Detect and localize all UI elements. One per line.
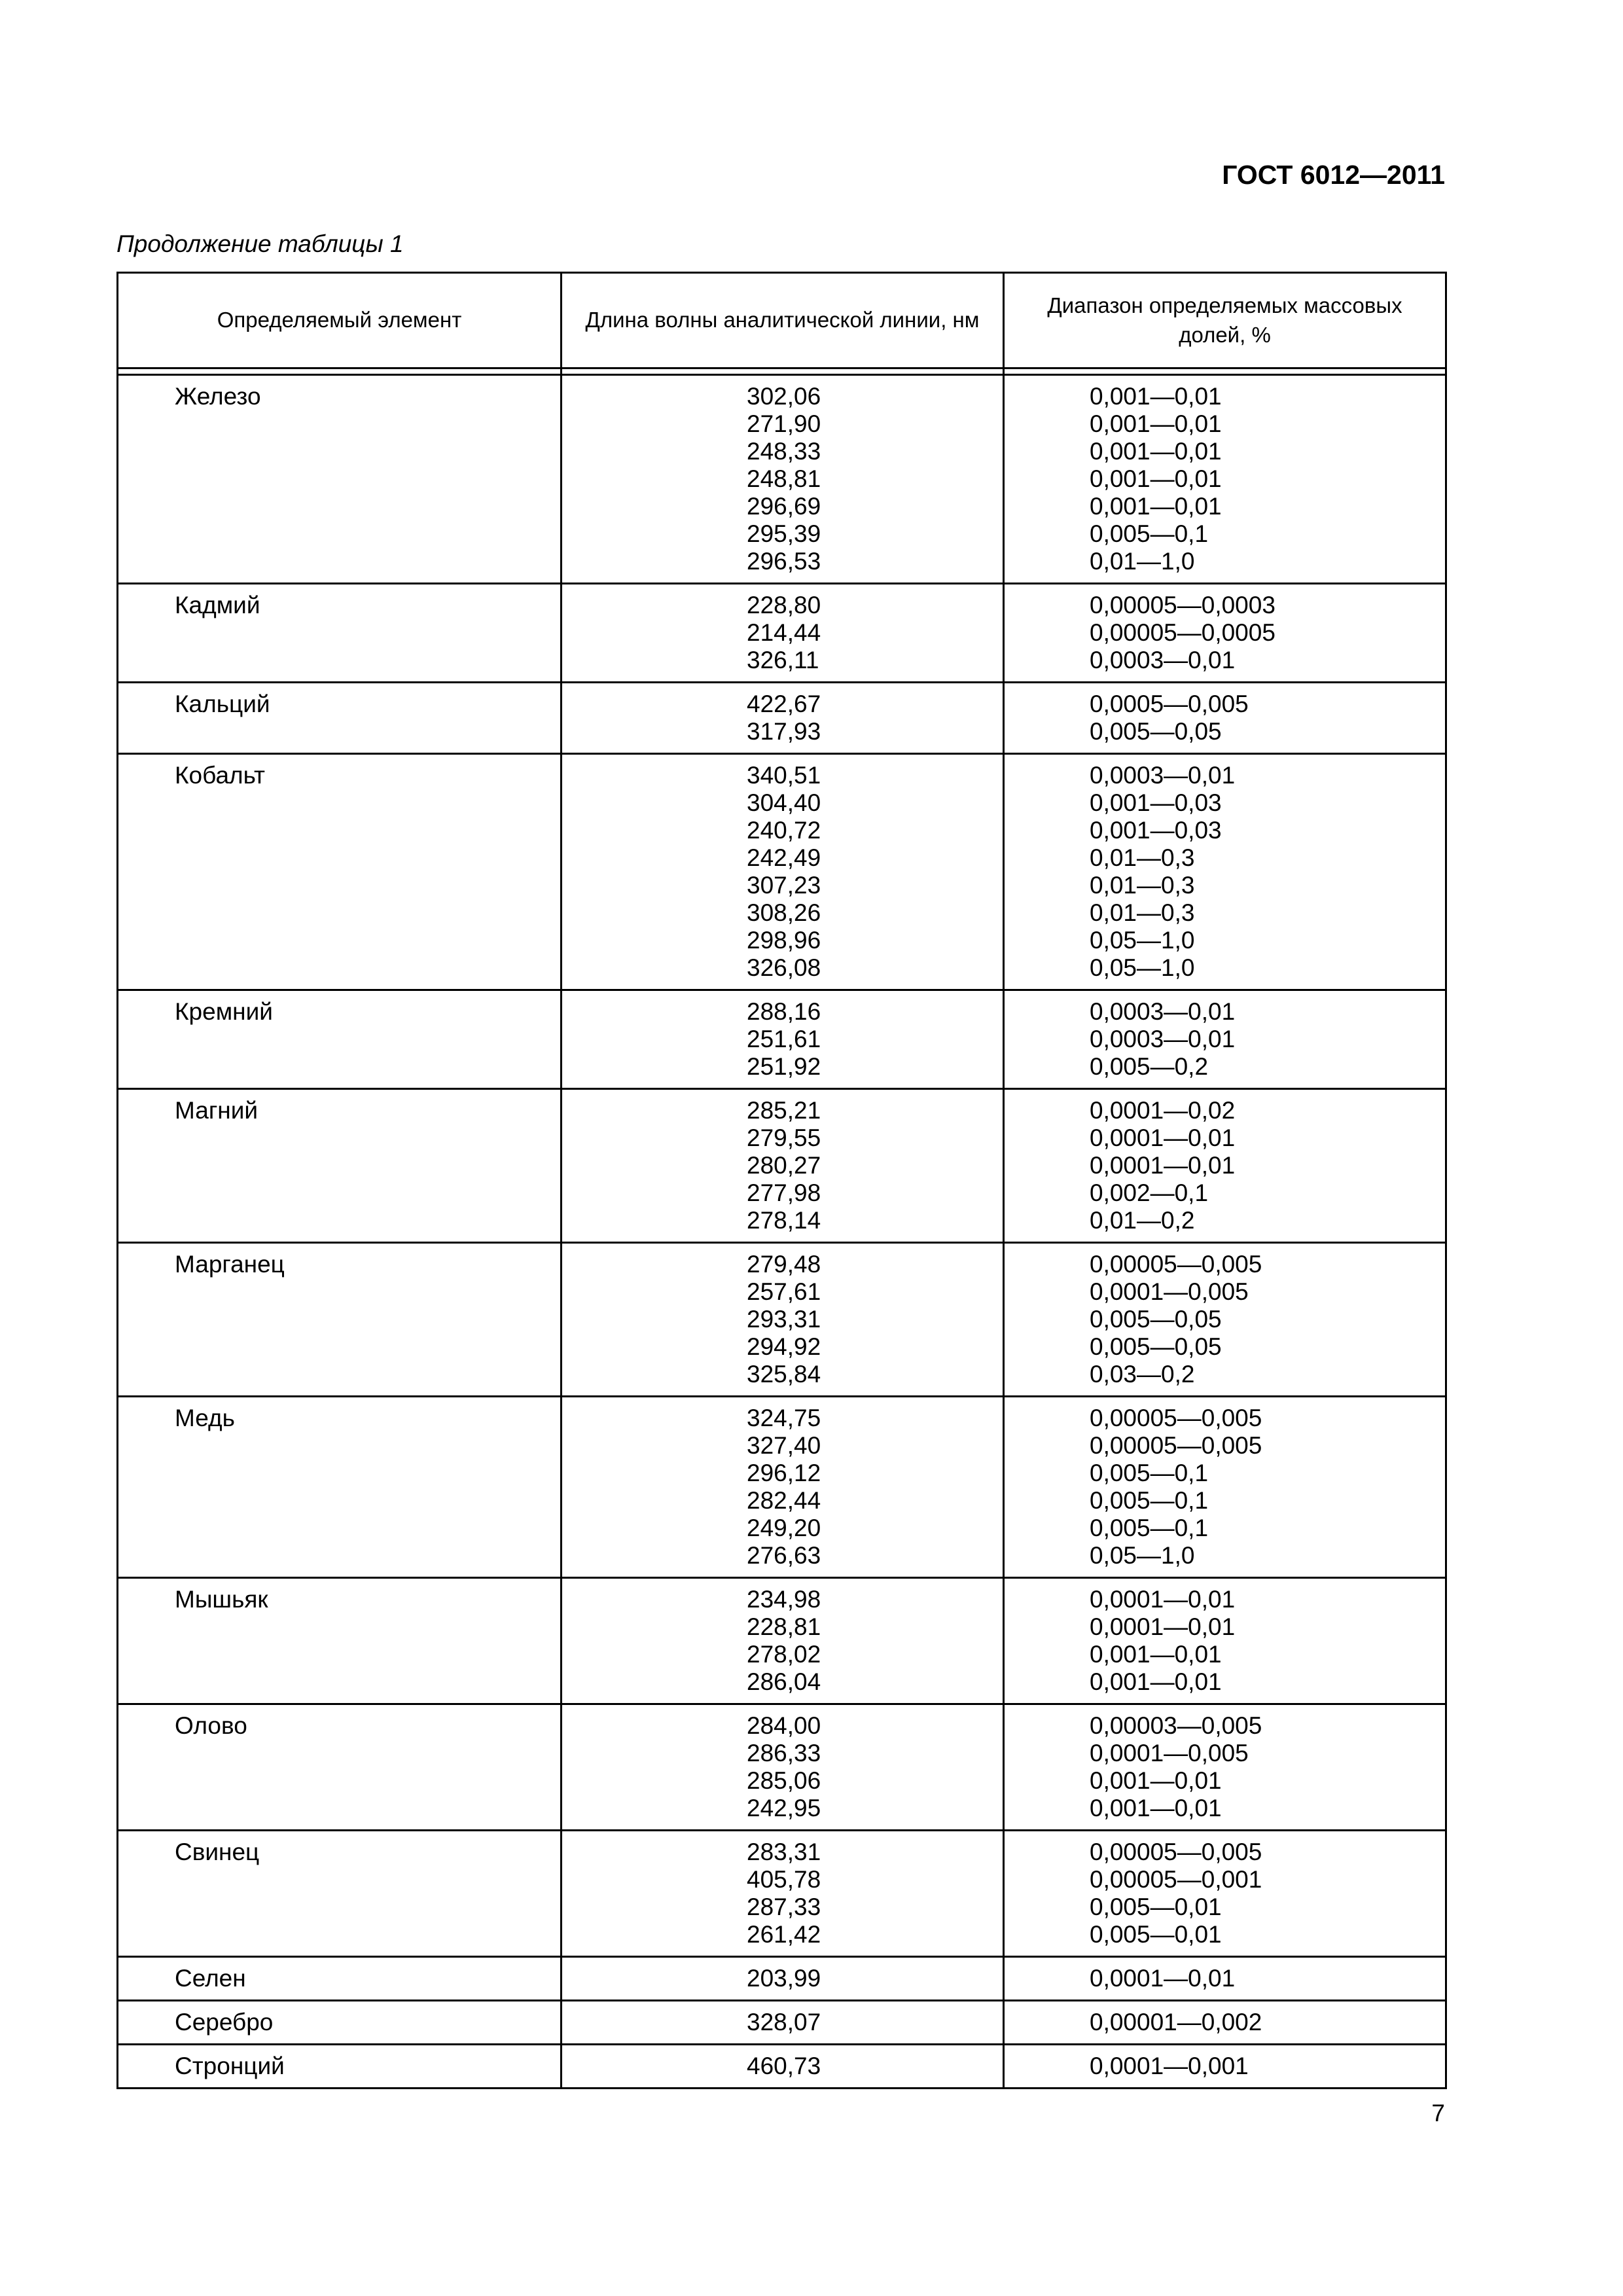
range-value: 0,001—0,03 — [1090, 789, 1222, 816]
range-value: 0,0003—0,01 — [1090, 998, 1236, 1025]
wavelength-value: 228,81 — [747, 1613, 821, 1640]
range-value: 0,001—0,01 — [1090, 438, 1222, 465]
wavelength-cell — [562, 1397, 1004, 1578]
range-value: 0,01—1,0 — [1090, 548, 1195, 575]
element-cell: Медь — [118, 1397, 562, 1578]
wavelength-value: 251,61 — [747, 1026, 821, 1052]
element-cell: Железо — [118, 375, 562, 584]
range-value: 0,0005—0,005 — [1090, 691, 1249, 717]
range-value: 0,05—1,0 — [1090, 954, 1195, 981]
elements-table — [116, 272, 1447, 2089]
element-cell: Селен — [118, 1957, 562, 2001]
wavelength-value: 302,06 — [747, 383, 821, 410]
wavelength-value: 288,16 — [747, 998, 821, 1025]
wavelength-cell — [562, 683, 1004, 754]
wavelength-value: 325,84 — [747, 1361, 821, 1388]
column-header-range: Диапазон определяемых массовых долей, % — [1004, 273, 1446, 368]
range-value: 0,005—0,01 — [1090, 1893, 1222, 1920]
range-value: 0,0003—0,01 — [1090, 647, 1236, 673]
wavelength-value: 203,99 — [747, 1965, 821, 1992]
range-value: 0,00003—0,005 — [1090, 1712, 1262, 1739]
range-value: 0,0003—0,01 — [1090, 1026, 1236, 1052]
wavelength-value: 327,40 — [747, 1432, 821, 1459]
range-cell — [1004, 1831, 1446, 1957]
column-header-wavelength: Длина волны аналитической линии, нм — [562, 273, 1004, 368]
range-value: 0,00005—0,005 — [1090, 1405, 1262, 1431]
wavelength-value: 214,44 — [747, 619, 821, 646]
wavelength-value: 296,12 — [747, 1460, 821, 1486]
element-cell: Кремний — [118, 990, 562, 1089]
wavelength-value: 326,08 — [747, 954, 821, 981]
wavelength-cell — [562, 1831, 1004, 1957]
range-value: 0,00005—0,0003 — [1090, 592, 1275, 619]
range-value: 0,001—0,01 — [1090, 493, 1222, 520]
range-cell — [1004, 990, 1446, 1089]
wavelength-value: 257,61 — [747, 1278, 821, 1305]
range-value: 0,005—0,1 — [1090, 1487, 1209, 1514]
range-value: 0,005—0,05 — [1090, 1306, 1222, 1333]
wavelength-value: 284,00 — [747, 1712, 821, 1739]
wavelength-value: 271,90 — [747, 410, 821, 437]
wavelength-value: 242,95 — [747, 1795, 821, 1821]
wavelength-cell — [562, 375, 1004, 584]
range-cell — [1004, 1243, 1446, 1397]
element-cell: Марганец — [118, 1243, 562, 1397]
wavelength-cell — [562, 990, 1004, 1089]
table-row — [118, 1089, 1446, 1243]
wavelength-value: 340,51 — [747, 762, 821, 789]
wavelength-cell — [562, 2045, 1004, 2089]
wavelength-value: 287,33 — [747, 1893, 821, 1920]
range-value: 0,0003—0,01 — [1090, 762, 1236, 789]
wavelength-value: 278,02 — [747, 1641, 821, 1668]
range-value: 0,03—0,2 — [1090, 1361, 1195, 1388]
range-value: 0,00005—0,005 — [1090, 1432, 1262, 1459]
table-body — [118, 375, 1446, 2089]
table-caption: Продолжение таблицы 1 — [116, 230, 404, 257]
wavelength-value: 298,96 — [747, 927, 821, 954]
range-value: 0,005—0,1 — [1090, 1460, 1209, 1486]
wavelength-value: 304,40 — [747, 789, 821, 816]
range-value: 0,005—0,1 — [1090, 520, 1209, 547]
range-value: 0,0001—0,01 — [1090, 1613, 1236, 1640]
range-value: 0,001—0,01 — [1090, 1668, 1222, 1695]
range-value: 0,001—0,01 — [1090, 1767, 1222, 1794]
wavelength-value: 278,14 — [747, 1207, 821, 1234]
wavelength-value: 317,93 — [747, 718, 821, 745]
range-value: 0,002—0,1 — [1090, 1179, 1209, 1206]
range-value: 0,0001—0,001 — [1090, 2053, 1249, 2079]
range-value: 0,005—0,05 — [1090, 718, 1222, 745]
table-row — [118, 1578, 1446, 1704]
range-value: 0,005—0,05 — [1090, 1333, 1222, 1360]
element-cell: Стронций — [118, 2045, 562, 2089]
range-value: 0,0001—0,02 — [1090, 1097, 1236, 1124]
range-cell — [1004, 683, 1446, 754]
wavelength-value: 251,92 — [747, 1053, 821, 1080]
range-value: 0,001—0,01 — [1090, 1795, 1222, 1821]
wavelength-value: 276,63 — [747, 1542, 821, 1569]
wavelength-value: 283,31 — [747, 1839, 821, 1865]
range-value: 0,005—0,1 — [1090, 1515, 1209, 1541]
wavelength-value: 248,81 — [747, 465, 821, 492]
range-cell — [1004, 1578, 1446, 1704]
range-value: 0,0001—0,005 — [1090, 1740, 1249, 1767]
wavelength-value: 285,21 — [747, 1097, 821, 1124]
table-row — [118, 683, 1446, 754]
wavelength-value: 240,72 — [747, 817, 821, 844]
wavelength-value: 282,44 — [747, 1487, 821, 1514]
table-row — [118, 1397, 1446, 1578]
element-cell: Серебро — [118, 2001, 562, 2045]
range-value: 0,001—0,01 — [1090, 383, 1222, 410]
wavelength-cell — [562, 1704, 1004, 1831]
range-value: 0,0001—0,01 — [1090, 1152, 1236, 1179]
table-row — [118, 990, 1446, 1089]
table-row — [118, 2045, 1446, 2089]
range-cell — [1004, 2045, 1446, 2089]
wavelength-value: 261,42 — [747, 1921, 821, 1948]
element-cell: Олово — [118, 1704, 562, 1831]
wavelength-value: 248,33 — [747, 438, 821, 465]
range-value: 0,001—0,01 — [1090, 1641, 1222, 1668]
table-row — [118, 584, 1446, 683]
document-code: ГОСТ 6012—2011 — [1222, 160, 1445, 190]
range-value: 0,00005—0,0005 — [1090, 619, 1275, 646]
wavelength-value: 405,78 — [747, 1866, 821, 1893]
table-row — [118, 2001, 1446, 2045]
range-value: 0,005—0,2 — [1090, 1053, 1209, 1080]
table-row — [118, 1243, 1446, 1397]
range-cell — [1004, 754, 1446, 990]
element-cell: Кадмий — [118, 584, 562, 683]
wavelength-cell — [562, 754, 1004, 990]
range-cell — [1004, 1397, 1446, 1578]
wavelength-cell — [562, 1578, 1004, 1704]
header-separator — [118, 368, 1446, 375]
wavelength-value: 296,53 — [747, 548, 821, 575]
range-value: 0,01—0,3 — [1090, 844, 1195, 871]
wavelength-value: 307,23 — [747, 872, 821, 899]
wavelength-cell — [562, 1243, 1004, 1397]
range-value: 0,0001—0,01 — [1090, 1124, 1236, 1151]
wavelength-value: 286,04 — [747, 1668, 821, 1695]
range-cell — [1004, 375, 1446, 584]
range-value: 0,00001—0,002 — [1090, 2009, 1262, 2036]
wavelength-value: 279,48 — [747, 1251, 821, 1278]
wavelength-value: 293,31 — [747, 1306, 821, 1333]
table-row — [118, 754, 1446, 990]
range-value: 0,00005—0,005 — [1090, 1839, 1262, 1865]
page-number: 7 — [1431, 2100, 1445, 2126]
range-value: 0,001—0,01 — [1090, 410, 1222, 437]
range-cell — [1004, 2001, 1446, 2045]
range-value: 0,0001—0,01 — [1090, 1965, 1236, 1992]
wavelength-value: 286,33 — [747, 1740, 821, 1767]
wavelength-value: 280,27 — [747, 1152, 821, 1179]
column-header-element: Определяемый элемент — [118, 273, 562, 368]
range-value: 0,05—1,0 — [1090, 1542, 1195, 1569]
range-value: 0,001—0,03 — [1090, 817, 1222, 844]
wavelength-value: 422,67 — [747, 691, 821, 717]
range-value: 0,01—0,2 — [1090, 1207, 1195, 1234]
table-row — [118, 1831, 1446, 1957]
range-value: 0,05—1,0 — [1090, 927, 1195, 954]
range-value: 0,0001—0,005 — [1090, 1278, 1249, 1305]
range-value: 0,01—0,3 — [1090, 899, 1195, 926]
wavelength-cell — [562, 584, 1004, 683]
range-value: 0,00005—0,005 — [1090, 1251, 1262, 1278]
range-cell — [1004, 1089, 1446, 1243]
element-cell: Кальций — [118, 683, 562, 754]
wavelength-cell — [562, 1957, 1004, 2001]
wavelength-value: 234,98 — [747, 1586, 821, 1613]
wavelength-value: 308,26 — [747, 899, 821, 926]
element-cell: Магний — [118, 1089, 562, 1243]
range-cell — [1004, 1957, 1446, 2001]
range-value: 0,00005—0,001 — [1090, 1866, 1262, 1893]
element-cell: Мышьяк — [118, 1578, 562, 1704]
range-value: 0,001—0,01 — [1090, 465, 1222, 492]
table-header — [118, 273, 1446, 375]
wavelength-value: 324,75 — [747, 1405, 821, 1431]
wavelength-value: 296,69 — [747, 493, 821, 520]
range-cell — [1004, 1704, 1446, 1831]
range-cell — [1004, 584, 1446, 683]
wavelength-value: 460,73 — [747, 2053, 821, 2079]
wavelength-value: 249,20 — [747, 1515, 821, 1541]
wavelength-cell — [562, 2001, 1004, 2045]
element-cell: Свинец — [118, 1831, 562, 1957]
wavelength-value: 242,49 — [747, 844, 821, 871]
range-value: 0,005—0,01 — [1090, 1921, 1222, 1948]
wavelength-value: 228,80 — [747, 592, 821, 619]
table-row — [118, 1704, 1446, 1831]
wavelength-value: 285,06 — [747, 1767, 821, 1794]
wavelength-value: 326,11 — [747, 647, 819, 673]
element-cell: Кобальт — [118, 754, 562, 990]
table-row — [118, 375, 1446, 584]
range-value: 0,0001—0,01 — [1090, 1586, 1236, 1613]
table-row — [118, 1957, 1446, 2001]
range-value: 0,01—0,3 — [1090, 872, 1195, 899]
wavelength-value: 328,07 — [747, 2009, 821, 2036]
wavelength-cell — [562, 1089, 1004, 1243]
wavelength-value: 294,92 — [747, 1333, 821, 1360]
wavelength-value: 277,98 — [747, 1179, 821, 1206]
wavelength-value: 279,55 — [747, 1124, 821, 1151]
wavelength-value: 295,39 — [747, 520, 821, 547]
